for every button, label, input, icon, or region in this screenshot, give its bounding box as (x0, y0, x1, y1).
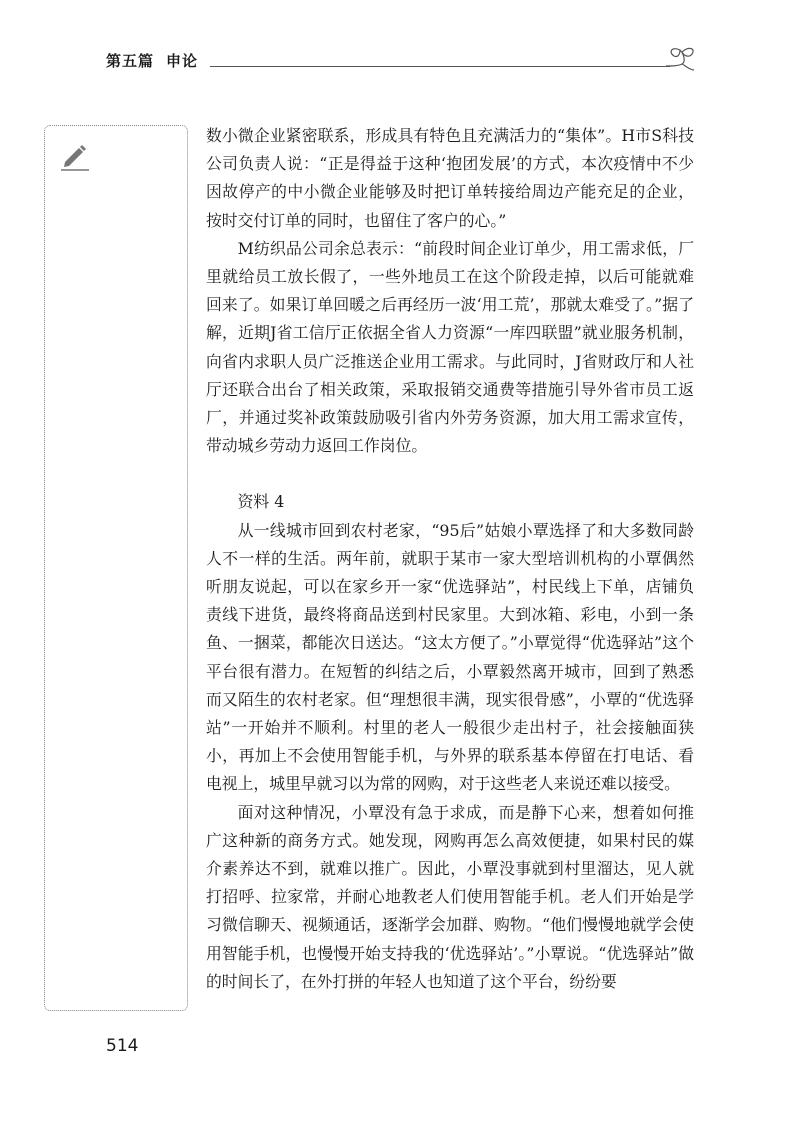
paragraph-1: 数小微企业紧密联系，形成具有特色且充满活力的“集体”。H市S科技公司负责人说：“正是得益于这种‘抱团发展’的方式，本次疫情中不少因故停产的中小微企业能够及时把订单转接给周边产能充足的企业，按时交付订单的同时，也留住了客户的心。” (206, 126, 694, 230)
pencil-icon (59, 140, 91, 172)
paragraph-2: M纺织品公司余总表示：“前段时间企业订单少，用工需求低，厂里就给员工放长假了，一些外地员工在这个阶段走掉，以后可能就难回来了。如果订单回暖之后再经历一波‘用工荒’，那就太难受了。”据了解，近期J省工信厅正依据全省人力资源“一库四联盟”就业服务机制，向省内求职人员广泛推送企业用工需求。与此同时，J省财政厅和人社厅还联合出台了相关政策，采取报销交通费等措施引导外省市员工返厂，并通过奖补政策鼓励吸引省内外劳务资源，加大用工需求宣传，带动城乡劳动力返回工作岗位。 (206, 238, 694, 456)
header-title (106, 50, 198, 71)
paragraph-3: 从一线城市回到农村老家，“95后”姑娘小覃选择了和大多数同龄人不一样的生活。两年前，就职于某市一家大型培训机构的小覃偶然听朋友说起，可以在家乡开一家“优选驿站”，村民线上下单，店铺负责线下进货，最终将商品送到村民家里。大到冰箱、彩电，小到一条鱼、一捆菜，都能次日送达。“这太方便了。”小覃觉得“优选驿站”这个平台很有潜力。在短暂的纠结之后，小覃毅然离开城市，回到了熟悉而又陌生的农村老家。但“理想很丰满，现实很骨感”，小覃的“优选驿站”一开始并不顺利。村里的老人一般很少走出村子，社会接触面狭小，再加上不会使用智能手机，与外界的联系基本停留在打电话、看电视上，城里早就习以为常的网购，对于这些老人来说还难以接受。 (206, 520, 694, 794)
page-header (106, 50, 706, 80)
header-section: 申论 (166, 52, 199, 70)
body-text (206, 122, 694, 996)
header-rule (210, 66, 670, 67)
header-part: 第五篇 (106, 52, 155, 70)
paragraph-4: 面对这种情况，小覃没有急于求成，而是静下心来，想着如何推广这种新的商务方式。她发现，网购再怎么高效便捷，如果村民的媒介素养达不到，就难以推广。因此，小覃没事就到村里溜达，见人就打招呼、拉家常，并耐心地教老人们使用智能手机。老人们开始是学习微信聊天、视频通话，逐渐学会加群、购物。“他们慢慢地就学会使用智能手机，也慢慢开始支持我的‘优选驿站’。”小覃说。“优选驿站”做的时间长了，在外打拼的年轻人也知道了这个平台，纷纷要 (206, 802, 694, 991)
notes-margin-box (44, 125, 188, 1011)
page-number: 514 (106, 1036, 139, 1056)
section-title: 资料 4 (237, 492, 285, 512)
sprout-icon (662, 44, 702, 72)
